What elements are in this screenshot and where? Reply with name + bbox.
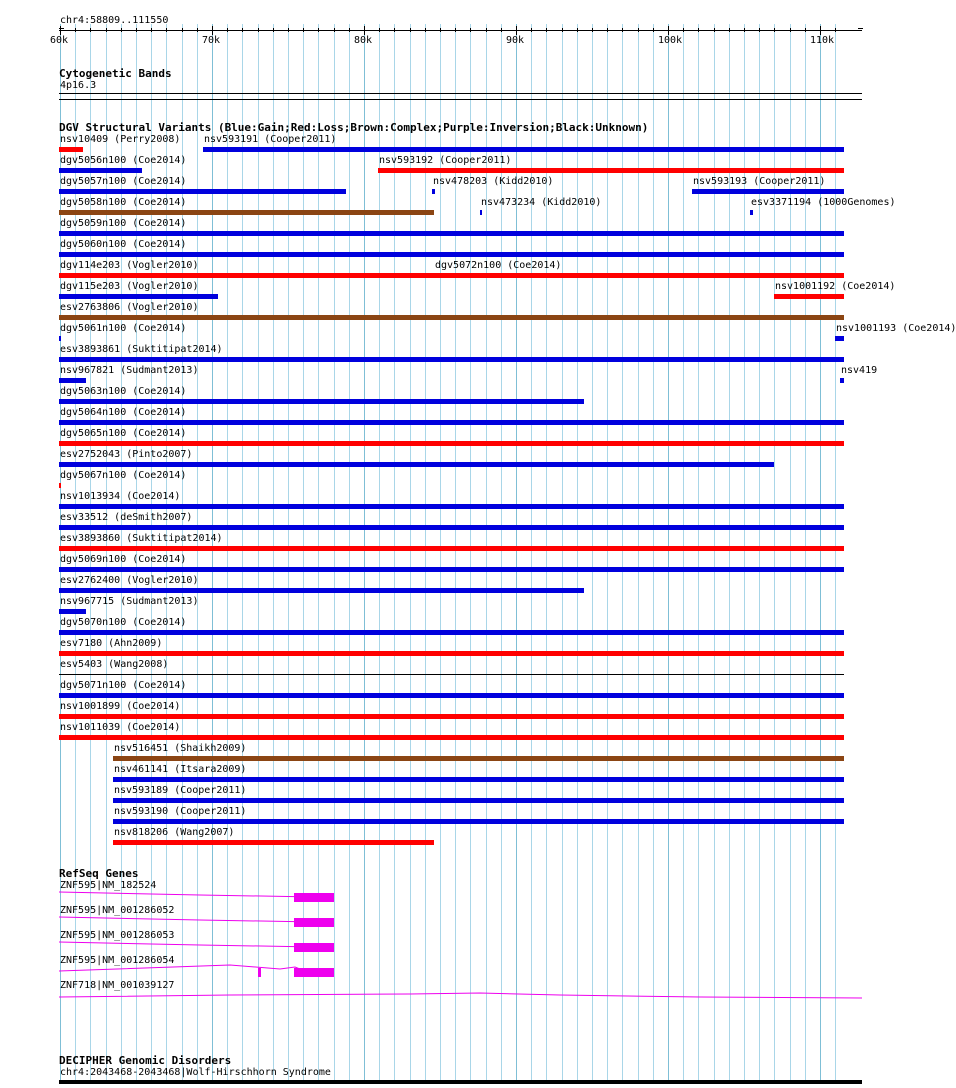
variant-label[interactable]: nsv593191 (Cooper2011) <box>204 134 337 145</box>
cytoband-track-title: Cytogenetic Bands <box>59 67 172 80</box>
variant-label[interactable]: nsv10409 (Perry2008) <box>60 134 181 145</box>
gene-label[interactable]: ZNF718|NM_001039127 <box>60 980 175 991</box>
decipher-feature-bar[interactable] <box>59 1080 862 1084</box>
gene-intron-line <box>59 993 862 998</box>
variant-label[interactable]: dgv5057n100 (Coe2014) <box>60 176 187 187</box>
variant-label[interactable]: dgv5056n100 (Coe2014) <box>60 155 187 166</box>
variant-label[interactable]: dgv5064n100 (Coe2014) <box>60 407 187 418</box>
variant-label[interactable]: dgv115e203 (Vogler2010) <box>60 281 199 292</box>
gene-intron-line <box>59 942 316 947</box>
variant-label[interactable]: nsv473234 (Kidd2010) <box>481 197 602 208</box>
variant-label[interactable]: nsv818206 (Wang2007) <box>114 827 235 838</box>
variant-label[interactable]: nsv593193 (Cooper2011) <box>693 176 826 187</box>
ruler-tick-label: 60k <box>50 35 69 46</box>
refseq-track-title: RefSeq Genes <box>59 867 139 880</box>
gene-intron-line <box>59 892 316 897</box>
ruler-tick-label: 70k <box>202 35 221 46</box>
variant-label[interactable]: dgv5071n100 (Coe2014) <box>60 680 187 691</box>
variant-label[interactable]: nsv516451 (Shaikh2009) <box>114 743 247 754</box>
variant-label[interactable]: dgv5072n100 (Coe2014) <box>435 260 562 271</box>
variant-label[interactable]: nsv593190 (Cooper2011) <box>114 806 247 817</box>
variant-label[interactable]: nsv593192 (Cooper2011) <box>379 155 512 166</box>
variant-label[interactable]: dgv5063n100 (Coe2014) <box>60 386 187 397</box>
variant-label[interactable]: esv3893861 (Suktitipat2014) <box>60 344 223 355</box>
variant-label[interactable]: nsv1001192 (Coe2014) <box>775 281 896 292</box>
variant-label[interactable]: esv2762400 (Vogler2010) <box>60 575 199 586</box>
gene-exon[interactable] <box>294 918 334 927</box>
variant-label[interactable]: esv2752043 (Pinto2007) <box>60 449 193 460</box>
variant-label[interactable]: dgv114e203 (Vogler2010) <box>60 260 199 271</box>
variant-label[interactable]: dgv5059n100 (Coe2014) <box>60 218 187 229</box>
gene-exon[interactable] <box>294 943 334 952</box>
ruler-tick-label: 100k <box>658 35 683 46</box>
gene-exon[interactable] <box>294 968 334 977</box>
gene-label[interactable]: ZNF595|NM_001286053 <box>60 930 175 941</box>
gene-label[interactable]: ZNF595|NM_001286054 <box>60 955 175 966</box>
gene-label[interactable]: ZNF595|NM_001286052 <box>60 905 175 916</box>
ruler-tick-label: 80k <box>354 35 373 46</box>
variant-label[interactable]: esv2763806 (Vogler2010) <box>60 302 199 313</box>
variant-label[interactable]: nsv478203 (Kidd2010) <box>433 176 554 187</box>
variant-label[interactable]: esv7180 (Ahn2009) <box>60 638 163 649</box>
variant-label[interactable]: nsv967821 (Sudmant2013) <box>60 365 199 376</box>
variant-label[interactable]: esv3893860 (Suktitipat2014) <box>60 533 223 544</box>
gene-intron-line <box>59 917 316 922</box>
variant-label[interactable]: esv3371194 (1000Genomes) <box>751 197 896 208</box>
variant-label[interactable]: nsv1001193 (Coe2014) <box>836 323 956 334</box>
variant-label[interactable]: esv33512 (deSmith2007) <box>60 512 193 523</box>
position-label: chr4:58809..111550 <box>60 15 169 26</box>
variant-label[interactable]: dgv5070n100 (Coe2014) <box>60 617 187 628</box>
variant-label[interactable]: nsv1013934 (Coe2014) <box>60 491 181 502</box>
ruler-tick-label: 110k <box>810 35 835 46</box>
variant-label[interactable]: nsv593189 (Cooper2011) <box>114 785 247 796</box>
variant-label[interactable]: dgv5065n100 (Coe2014) <box>60 428 187 439</box>
gene-exon[interactable] <box>258 968 261 977</box>
decipher-track-title: DECIPHER Genomic Disorders <box>59 1054 232 1067</box>
variant-label[interactable]: esv5403 (Wang2008) <box>60 659 169 670</box>
cytoband-label: 4p16.3 <box>60 80 97 91</box>
variant-label[interactable]: nsv1001899 (Coe2014) <box>60 701 181 712</box>
variant-label[interactable]: dgv5067n100 (Coe2014) <box>60 470 187 481</box>
dgv-track-title: DGV Structural Variants (Blue:Gain;Red:Loss;Brown:Complex;Purple:Inversion;Black:Unknown) <box>59 121 649 134</box>
ruler-tick-label: 90k <box>506 35 525 46</box>
variant-label[interactable]: dgv5060n100 (Coe2014) <box>60 239 187 250</box>
gene-label[interactable]: ZNF595|NM_182524 <box>60 880 157 891</box>
variant-label[interactable]: nsv461141 (Itsara2009) <box>114 764 247 775</box>
decipher-entry[interactable]: chr4:2043468-2043468|Wolf-Hirschhorn Syndrome <box>60 1067 331 1078</box>
variant-label[interactable]: dgv5061n100 (Coe2014) <box>60 323 187 334</box>
variant-label[interactable]: nsv967715 (Sudmant2013) <box>60 596 199 607</box>
variant-label[interactable]: nsv419 <box>841 365 878 376</box>
variant-label[interactable]: nsv1011039 (Coe2014) <box>60 722 181 733</box>
variant-label[interactable]: dgv5069n100 (Coe2014) <box>60 554 187 565</box>
variant-label[interactable]: dgv5058n100 (Coe2014) <box>60 197 187 208</box>
gene-exon[interactable] <box>294 893 334 902</box>
